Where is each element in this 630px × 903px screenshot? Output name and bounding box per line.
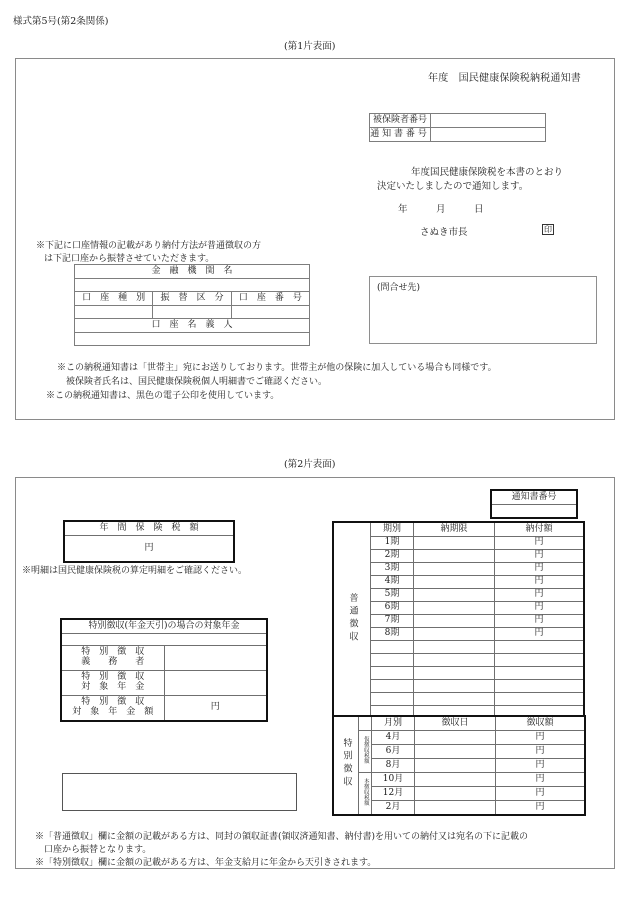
table-row: [333, 731, 585, 745]
ordinary-duedate-header: 納期限: [414, 522, 495, 537]
ordinary-period: 7期: [371, 615, 414, 628]
table-row: [333, 654, 584, 667]
ordinary-duedate[interactable]: [414, 667, 495, 680]
table-row: [75, 292, 310, 306]
issue-date-line: 年 月 日: [398, 204, 484, 215]
ordinary-amount[interactable]: [495, 693, 585, 706]
pension-target-table: [60, 618, 268, 722]
special-group-header-spacer: [359, 716, 372, 731]
ordinary-duedate[interactable]: [414, 654, 495, 667]
pension-target-label-line1: 特 別 徴 収: [81, 672, 145, 683]
sheet1-caption: (第1片表面): [284, 41, 336, 52]
pension-amount-value[interactable]: [164, 696, 267, 722]
ordinary-amount[interactable]: [495, 615, 585, 628]
special-collection-side-label: [333, 716, 359, 815]
ordinary-amount-unit: 円: [534, 550, 544, 561]
ordinary-amount-unit: 円: [534, 576, 544, 587]
account-holder-value[interactable]: [75, 333, 310, 346]
pension-amount-label: [61, 696, 164, 722]
form-code: 様式第5号(第2条関係): [13, 16, 109, 27]
table-row: [333, 787, 585, 801]
table-row: [61, 671, 267, 696]
pension-target-label-line2: 対 象 年 金: [81, 682, 145, 692]
memo-box[interactable]: [62, 773, 297, 811]
ordinary-duedate[interactable]: [414, 693, 495, 706]
table-row: [333, 680, 584, 693]
ordinary-period: 3期: [371, 563, 414, 576]
special-month: 6月: [372, 745, 415, 759]
table-row: [61, 634, 267, 646]
special-actual-group-label: [359, 773, 372, 816]
special-amount[interactable]: [496, 759, 586, 773]
table-row: [333, 745, 585, 759]
ordinary-collection-label-text: 普通徴収: [347, 592, 358, 645]
transfer-class-value[interactable]: [153, 306, 231, 319]
table-row: [75, 306, 310, 319]
ordinary-amount-header: 納付額: [495, 522, 585, 537]
insured-number-value[interactable]: [431, 114, 546, 128]
ordinary-amount-unit: 円: [534, 628, 544, 639]
pension-amount-label-line2: 対 象 年 金 額: [72, 707, 154, 717]
table-row: [333, 628, 584, 641]
special-collection-label-text: 特別徴収: [341, 737, 352, 790]
table-row: [491, 490, 577, 505]
table-row: [333, 550, 584, 563]
table-row: [333, 589, 584, 602]
ordinary-amount[interactable]: [495, 602, 585, 615]
ordinary-amount[interactable]: [495, 680, 585, 693]
ordinary-amount-unit: 円: [534, 615, 544, 626]
ordinary-period: [371, 693, 414, 706]
issuer-name: さぬき市長: [420, 227, 468, 238]
account-holder-header: 口 座 名 義 人: [75, 319, 310, 333]
special-amount-unit: 円: [535, 787, 545, 798]
institution-name-header: 金 融 機 関 名: [75, 265, 310, 279]
ordinary-duedate[interactable]: [414, 641, 495, 654]
account-number-header: 口 座 番 号: [231, 292, 309, 306]
official-seal: [542, 224, 554, 235]
notice-number-header: 通知書番号: [491, 490, 577, 505]
special-month: 2月: [372, 801, 415, 816]
special-date[interactable]: [415, 759, 496, 773]
table-row: [333, 522, 584, 537]
special-provisional-group-label: [359, 731, 372, 773]
table-row: [61, 619, 267, 634]
decision-text-line1: 年度国民健康保険税を本書のとおり: [411, 167, 564, 178]
annual-tax-note: ※明細は国民健康保険税の算定明細をご確認ください。: [22, 566, 248, 576]
seal-mark-icon: 印: [544, 225, 552, 234]
ordinary-amount[interactable]: [495, 563, 585, 576]
sheet2-footnote-1: ※「普通徴収」欄に金額の記載がある方は、同封の領収証書(領収済通知書、納付書)を用いての納付又は宛名の下に記載の: [35, 832, 529, 842]
notice-number-box: [490, 489, 578, 519]
ordinary-amount-unit: 円: [534, 602, 544, 613]
special-month-header: 月別: [372, 716, 415, 731]
table-row: [333, 576, 584, 589]
pension-amount-label-line1: 特 別 徴 収: [81, 697, 145, 708]
special-date[interactable]: [415, 801, 496, 816]
ordinary-amount[interactable]: [495, 667, 585, 680]
table-row: [333, 759, 585, 773]
table-row: [333, 667, 584, 680]
sheet1-footnote-1: ※この納税通知書は「世帯主」宛にお送りしております。世帯主が他の保険に加入している場合も同様です。: [57, 363, 497, 373]
pension-target-label: [61, 671, 164, 696]
special-amount[interactable]: [496, 745, 586, 759]
ordinary-period-header: 期別: [371, 522, 414, 537]
ordinary-period: [371, 641, 414, 654]
ordinary-amount[interactable]: [495, 537, 585, 550]
sheet1-title: 年度 国民健康保険税納税通知書: [428, 73, 581, 84]
pension-target-value[interactable]: [164, 671, 267, 696]
table-row: [61, 646, 267, 671]
ordinary-duedate[interactable]: [414, 563, 495, 576]
ordinary-duedate[interactable]: [414, 576, 495, 589]
sheet2-footnote-3: ※「特別徴収」欄に金額の記載がある方は、年金支給月に年金から天引きされます。: [35, 858, 377, 868]
special-amount-unit: 円: [535, 801, 545, 812]
table-row: [333, 537, 584, 550]
ordinary-duedate[interactable]: [414, 628, 495, 641]
table-row: [333, 693, 584, 706]
table-row: [75, 319, 310, 333]
pension-obligor-label: [61, 646, 164, 671]
notice-number-label: 通知書番号: [370, 128, 431, 142]
ordinary-period: 6期: [371, 602, 414, 615]
special-date[interactable]: [415, 773, 496, 787]
table-row: [491, 505, 577, 519]
account-number-value[interactable]: [231, 306, 309, 319]
pension-obligor-label-line1: 特 別 徴 収: [81, 647, 145, 658]
annual-tax-header: 年 間 保 険 税 額: [64, 521, 234, 536]
ordinary-period: 4期: [371, 576, 414, 589]
table-row: [64, 521, 234, 536]
special-provisional-label-text: 仮徴収税額: [362, 735, 369, 764]
table-row: [370, 128, 546, 142]
ordinary-amount[interactable]: [495, 654, 585, 667]
table-row: [75, 279, 310, 292]
special-amount[interactable]: [496, 801, 586, 816]
ordinary-period: 2期: [371, 550, 414, 563]
sheet2-caption: (第2片表面): [284, 459, 336, 470]
special-month: 8月: [372, 759, 415, 773]
table-row: [333, 602, 584, 615]
sheet1-footnote-2: 被保険者氏名は、国民健康保険税個人明細書でご確認ください。: [57, 377, 328, 387]
special-actual-label-text: 本徴収税額: [362, 777, 369, 806]
ordinary-period: 1期: [371, 537, 414, 550]
table-row: [333, 615, 584, 628]
ordinary-amount[interactable]: [495, 576, 585, 589]
contact-box-label: (問合せ先): [377, 283, 421, 293]
account-type-header: 口 座 種 別: [75, 292, 153, 306]
special-date-header: 徴収日: [415, 716, 496, 731]
table-row: [333, 716, 585, 731]
bank-note-line2: は下記口座から振替させていただきます。: [44, 254, 215, 264]
ordinary-amount[interactable]: [495, 641, 585, 654]
ordinary-period: 8期: [371, 628, 414, 641]
decision-text-line2: 決定いたしましたので通知します。: [377, 181, 529, 192]
table-row: [333, 641, 584, 654]
ordinary-amount[interactable]: [495, 550, 585, 563]
pension-header: 特別徴収(年金天引)の場合の対象年金: [61, 619, 267, 634]
ordinary-duedate[interactable]: [414, 680, 495, 693]
special-amount[interactable]: [496, 731, 586, 745]
ordinary-period: 5期: [371, 589, 414, 602]
table-row: [370, 114, 546, 128]
special-amount[interactable]: [496, 787, 586, 801]
notice-number-value[interactable]: [431, 128, 546, 142]
ordinary-amount[interactable]: [495, 628, 585, 641]
ordinary-amount-unit: 円: [534, 563, 544, 574]
table-row: [333, 801, 585, 816]
sheet1-footnote-3: ※この納税通知書は、黒色の電子公印を使用しています。: [46, 391, 280, 401]
institution-name-value[interactable]: [75, 279, 310, 292]
special-month: 12月: [372, 787, 415, 801]
pension-obligor-label-line2: 義 務 者: [81, 657, 145, 667]
ordinary-duedate[interactable]: [414, 550, 495, 563]
annual-tax-value[interactable]: [64, 536, 234, 563]
notice-number-field[interactable]: [491, 505, 577, 519]
ordinary-duedate[interactable]: [414, 602, 495, 615]
bank-note-line1: ※下記に口座情報の記載があり納付方法が普通徴収の方: [36, 241, 262, 251]
special-amount-unit: 円: [535, 731, 545, 742]
ordinary-period: [371, 667, 414, 680]
ordinary-period: [371, 654, 414, 667]
ordinary-duedate[interactable]: [414, 589, 495, 602]
sheet2-footnote-2: 口座から振替となります。: [35, 845, 152, 855]
special-date[interactable]: [415, 787, 496, 801]
ordinary-collection-table: [332, 521, 585, 720]
transfer-class-header: 振 替 区 分: [153, 292, 231, 306]
special-amount-unit: 円: [535, 773, 545, 784]
special-month: 4月: [372, 731, 415, 745]
annual-tax-unit: 円: [144, 542, 154, 553]
special-date[interactable]: [415, 731, 496, 745]
table-row: [61, 696, 267, 722]
table-row: [333, 773, 585, 787]
insured-number-label: 被保険者番号: [370, 114, 431, 128]
pension-blank-row[interactable]: [61, 634, 267, 646]
table-row: [75, 265, 310, 279]
ordinary-collection-side-label: [333, 522, 371, 719]
special-month: 10月: [372, 773, 415, 787]
ordinary-amount[interactable]: [495, 589, 585, 602]
ordinary-amount-unit: 円: [534, 537, 544, 548]
annual-tax-box: [63, 520, 235, 563]
ordinary-duedate[interactable]: [414, 537, 495, 550]
special-amount-unit: 円: [535, 759, 545, 770]
insured-id-table: [369, 113, 546, 142]
ordinary-period: [371, 680, 414, 693]
table-row: [333, 563, 584, 576]
ordinary-duedate[interactable]: [414, 615, 495, 628]
special-amount[interactable]: [496, 773, 586, 787]
pension-amount-unit: 円: [210, 702, 220, 713]
table-row: [64, 536, 234, 563]
table-row: [75, 333, 310, 346]
account-type-value[interactable]: [75, 306, 153, 319]
special-collection-table: [332, 715, 586, 816]
pension-obligor-value[interactable]: [164, 646, 267, 671]
special-amount-unit: 円: [535, 745, 545, 756]
special-date[interactable]: [415, 745, 496, 759]
bank-account-table: [74, 264, 310, 346]
ordinary-amount-unit: 円: [534, 589, 544, 600]
special-amount-header: 徴収額: [496, 716, 586, 731]
